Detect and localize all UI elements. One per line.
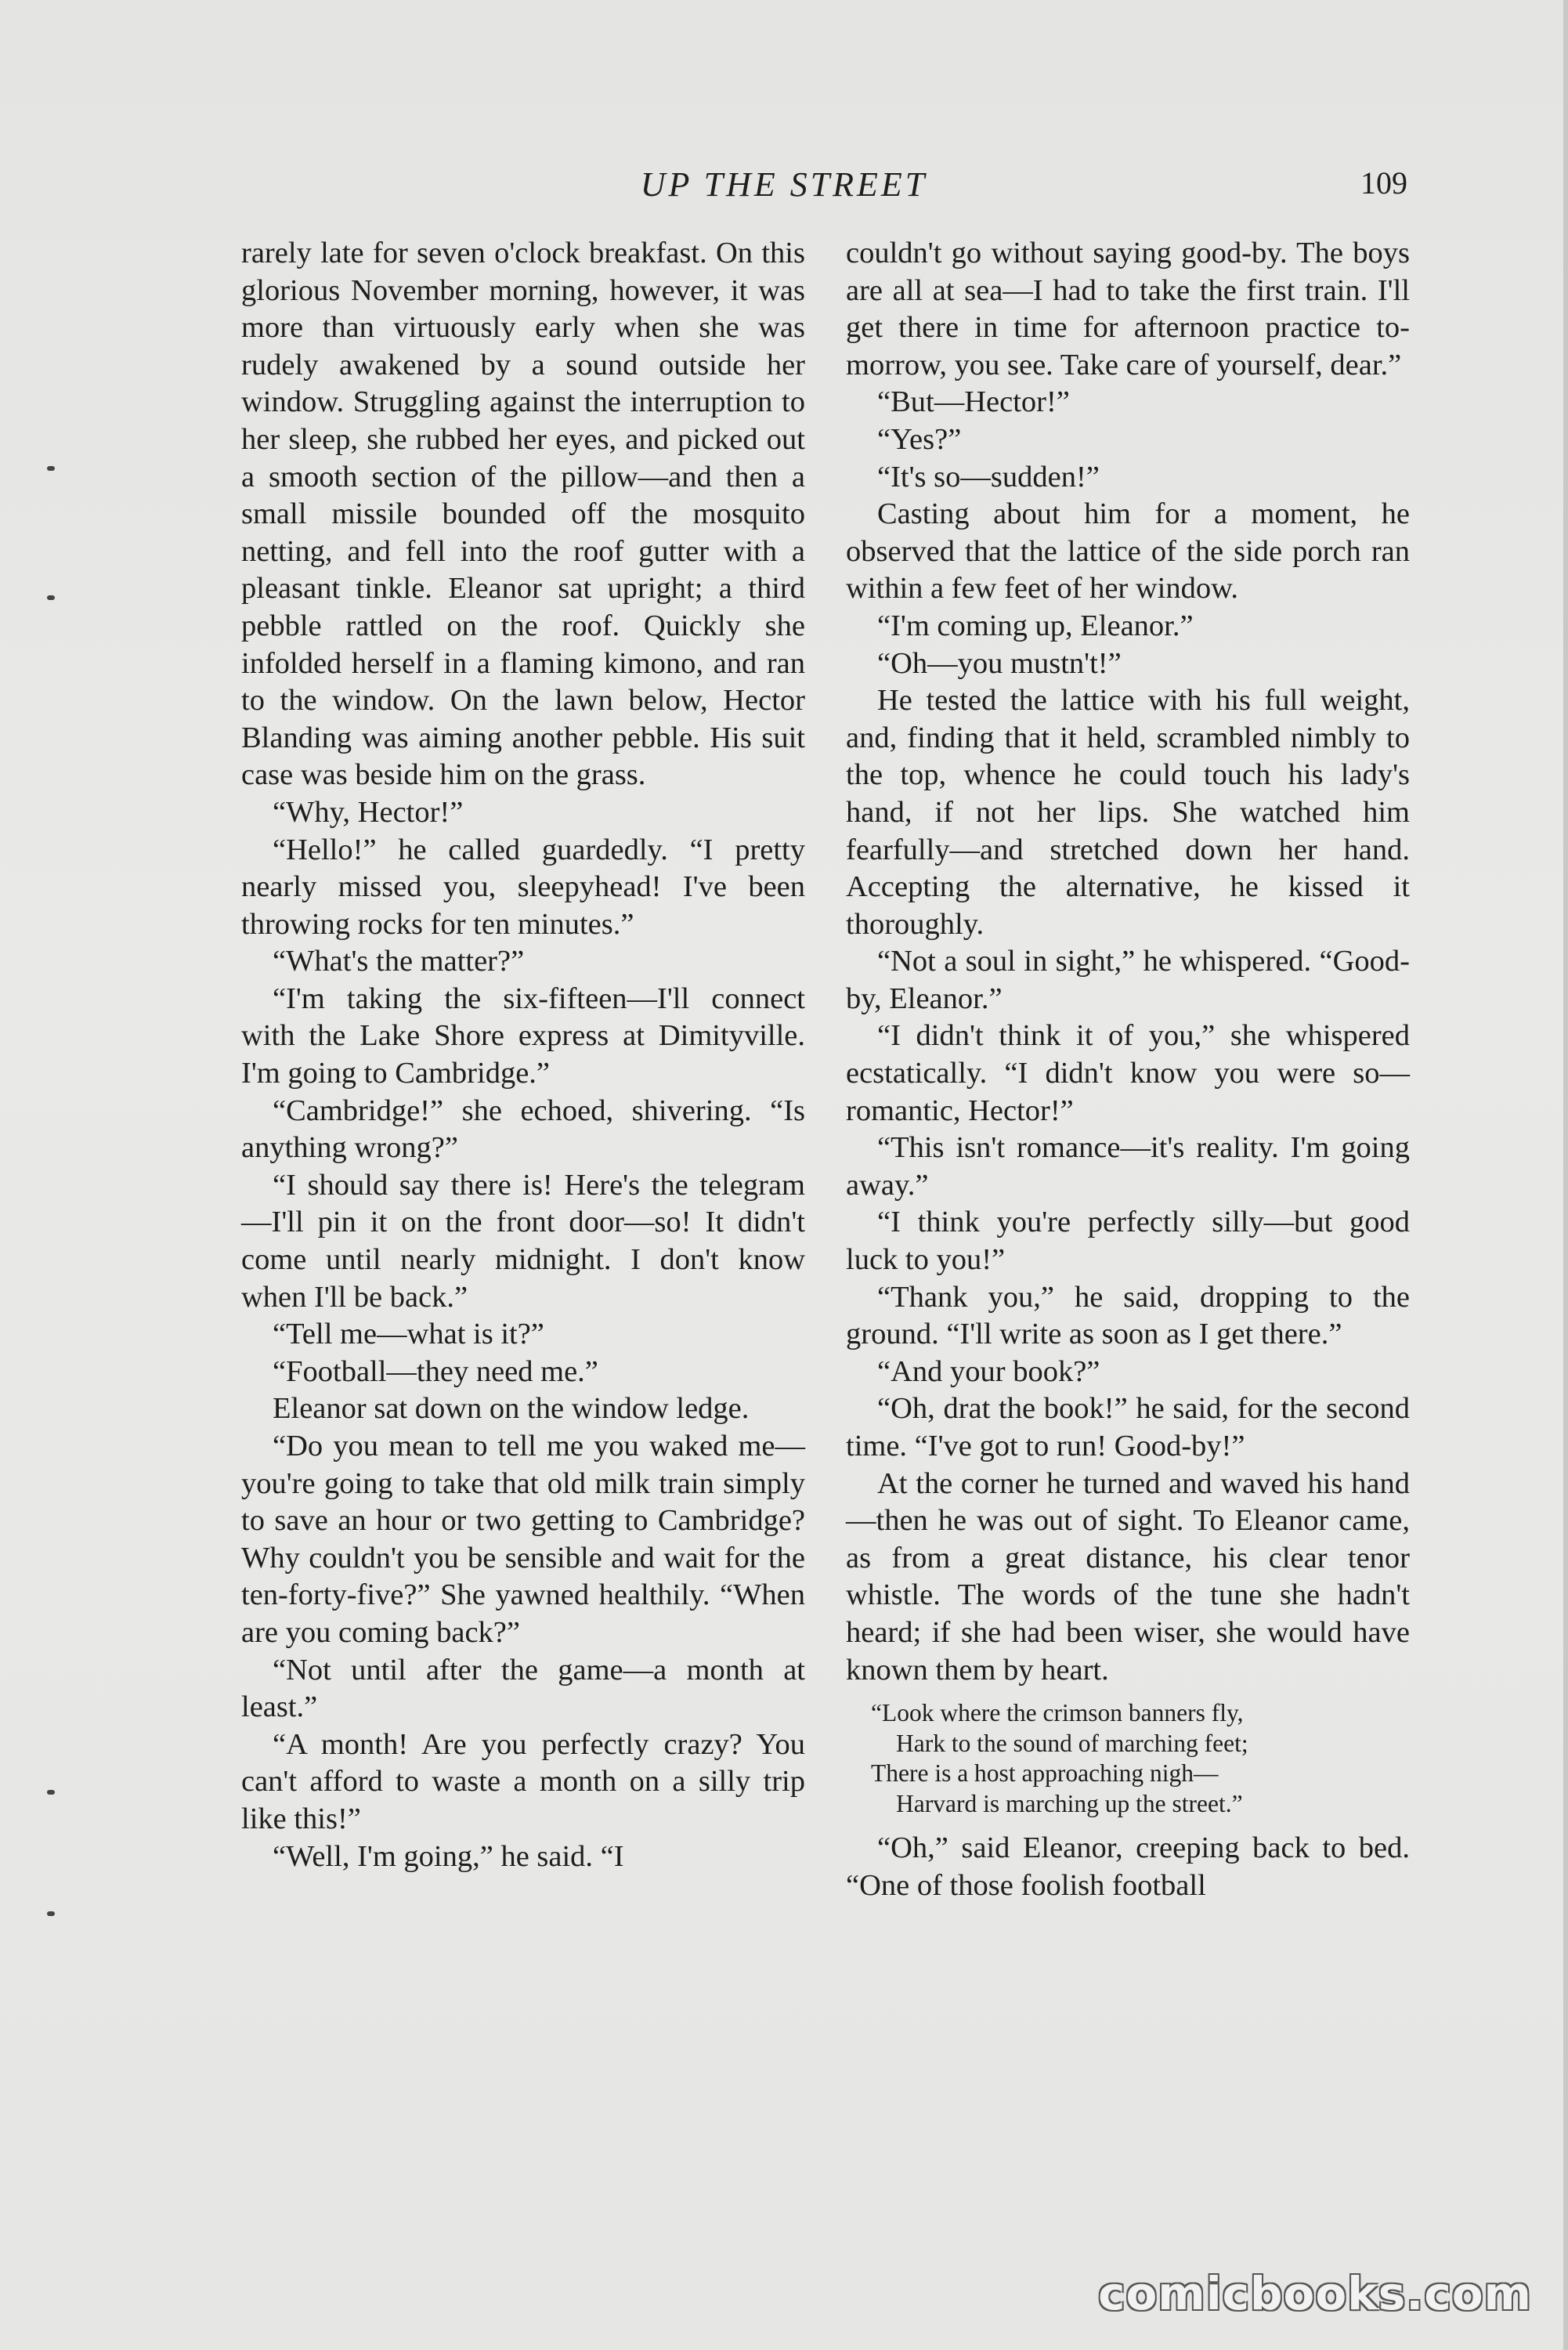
paragraph: Eleanor sat down on the window ledge. bbox=[273, 1392, 750, 1426]
right-column bbox=[846, 235, 1410, 1904]
paragraph: “Oh,” said Eleanor, creeping back to bed. “One of those foolish football bbox=[846, 1831, 1410, 1902]
paragraph: couldn't go without saying good-by. The boys are all at sea—I had to take the first train. I'll get there in time for afternoon practice to-morrow, you see. Take care of yourself, dear.” bbox=[846, 237, 1410, 381]
verse-line: “Look where the crimson banners fly, bbox=[871, 1699, 1244, 1727]
paragraph: “Thank you,” he said, dropping to the ground. “I'll write as soon as I get there.” bbox=[846, 1280, 1410, 1351]
running-title: UP THE STREET bbox=[640, 165, 928, 204]
paragraph: At the corner he turned and waved his hand—then he was out of sight. To Eleanor came, as from a great distance, his clear tenor whistle. The words of the tune she hadn't heard; if she had been wiser, she would have known them by heart. bbox=[846, 1466, 1410, 1687]
left-column bbox=[241, 235, 805, 1875]
paragraph: “It's so—sudden!” bbox=[877, 460, 1100, 494]
paragraph: “I'm coming up, Eleanor.” bbox=[877, 609, 1194, 642]
paragraph: “Hello!” he called guardedly. “I pretty nearly missed you, sleepyhead! I've been throwing rocks for ten minutes.” bbox=[241, 833, 805, 941]
paragraph: “Well, I'm going,” he said. “I bbox=[273, 1839, 624, 1873]
verse-line: Hark to the sound of marching feet; bbox=[896, 1729, 1248, 1757]
binding-hole-mark bbox=[47, 1790, 55, 1795]
paragraph: “I didn't think it of you,” she whispered ecstatically. “I didn't know you were so—romantic, Hector!” bbox=[846, 1019, 1410, 1127]
verse-block bbox=[846, 1698, 1410, 1819]
paragraph: rarely late for seven o'clock breakfast. On this glorious November morning, however, it was more than virtuously early when she was rudely awakened by a sound outside her window. Struggling against the interruption to her sleep, she rubbed her eyes, and picked out a smooth section of the pillow—and then a small missile bounded off the mosquito netting, and fell into the roof gutter with a pleasant tinkle. Eleanor sat upright; a third pebble rattled on the roof. Quickly she infolded herself in a flaming kimono, and ran to the window. On the lawn below, Hector Blanding was aiming another pebble. His suit case was beside him on the grass. bbox=[241, 237, 805, 792]
site-watermark: comicbooks.com bbox=[1098, 2267, 1532, 2320]
paragraph: “But—Hector!” bbox=[877, 385, 1070, 419]
binding-hole-mark bbox=[47, 595, 55, 600]
paragraph: “I think you're perfectly silly—but good luck to you!” bbox=[846, 1206, 1410, 1277]
binding-hole-mark bbox=[47, 1911, 55, 1916]
paragraph: “A month! Are you perfectly crazy? You can't afford to waste a month on a silly trip like this!” bbox=[241, 1727, 805, 1835]
paragraph: “Tell me—what is it?” bbox=[273, 1318, 544, 1351]
page-number: 109 bbox=[1360, 165, 1407, 201]
paragraph: “I'm taking the six-fifteen—I'll connect with the Lake Shore express at Dimityville. I'm going to Cambridge.” bbox=[241, 982, 805, 1090]
paragraph: “And your book?” bbox=[877, 1354, 1100, 1388]
paragraph: “Do you mean to tell me you waked me—you're going to take that old milk train simply to save an hour or two getting to Cambridge? Why couldn't you be sensible and wait for the ten-forty-five?” She yawned healthily. “When are you coming back?” bbox=[241, 1430, 805, 1649]
paragraph: “I should say there is! Here's the telegram—I'll pin it on the front door—so! It didn't come until nearly midnight. I don't know when I'll be back.” bbox=[241, 1168, 805, 1314]
paragraph: “Yes?” bbox=[877, 422, 962, 456]
verse-line: Harvard is marching up the street.” bbox=[896, 1789, 1243, 1817]
paragraph: “This isn't romance—it's reality. I'm going away.” bbox=[846, 1131, 1410, 1202]
paragraph: “Oh, drat the book!” he said, for the second time. “I've got to run! Good-by!” bbox=[846, 1392, 1410, 1462]
paragraph: “Football—they need me.” bbox=[273, 1354, 598, 1388]
paragraph: Casting about him for a moment, he observed that the lattice of the side porch ran within a few feet of her window. bbox=[846, 497, 1410, 606]
verse-line: There is a host approaching nigh— bbox=[871, 1759, 1219, 1788]
paragraph: “Not a soul in sight,” he whispered. “Good-by, Eleanor.” bbox=[846, 945, 1410, 1015]
paragraph: “Cambridge!” she echoed, shivering. “Is anything wrong?” bbox=[241, 1094, 805, 1165]
binding-hole-mark bbox=[47, 466, 55, 471]
running-head bbox=[0, 164, 1568, 212]
paragraph: “Why, Hector!” bbox=[273, 795, 464, 829]
paragraph: He tested the lattice with his full weight, and, finding that it held, scrambled nimbly to the top, whence he could touch his lady's hand, if not her lips. She watched him fearfully—and stretched down her hand. Accepting the alternative, he kissed it thoroughly. bbox=[846, 684, 1410, 941]
paragraph: “What's the matter?” bbox=[273, 945, 525, 978]
paragraph: “Not until after the game—a month at least.” bbox=[241, 1653, 805, 1724]
paragraph: “Oh—you mustn't!” bbox=[877, 646, 1122, 680]
